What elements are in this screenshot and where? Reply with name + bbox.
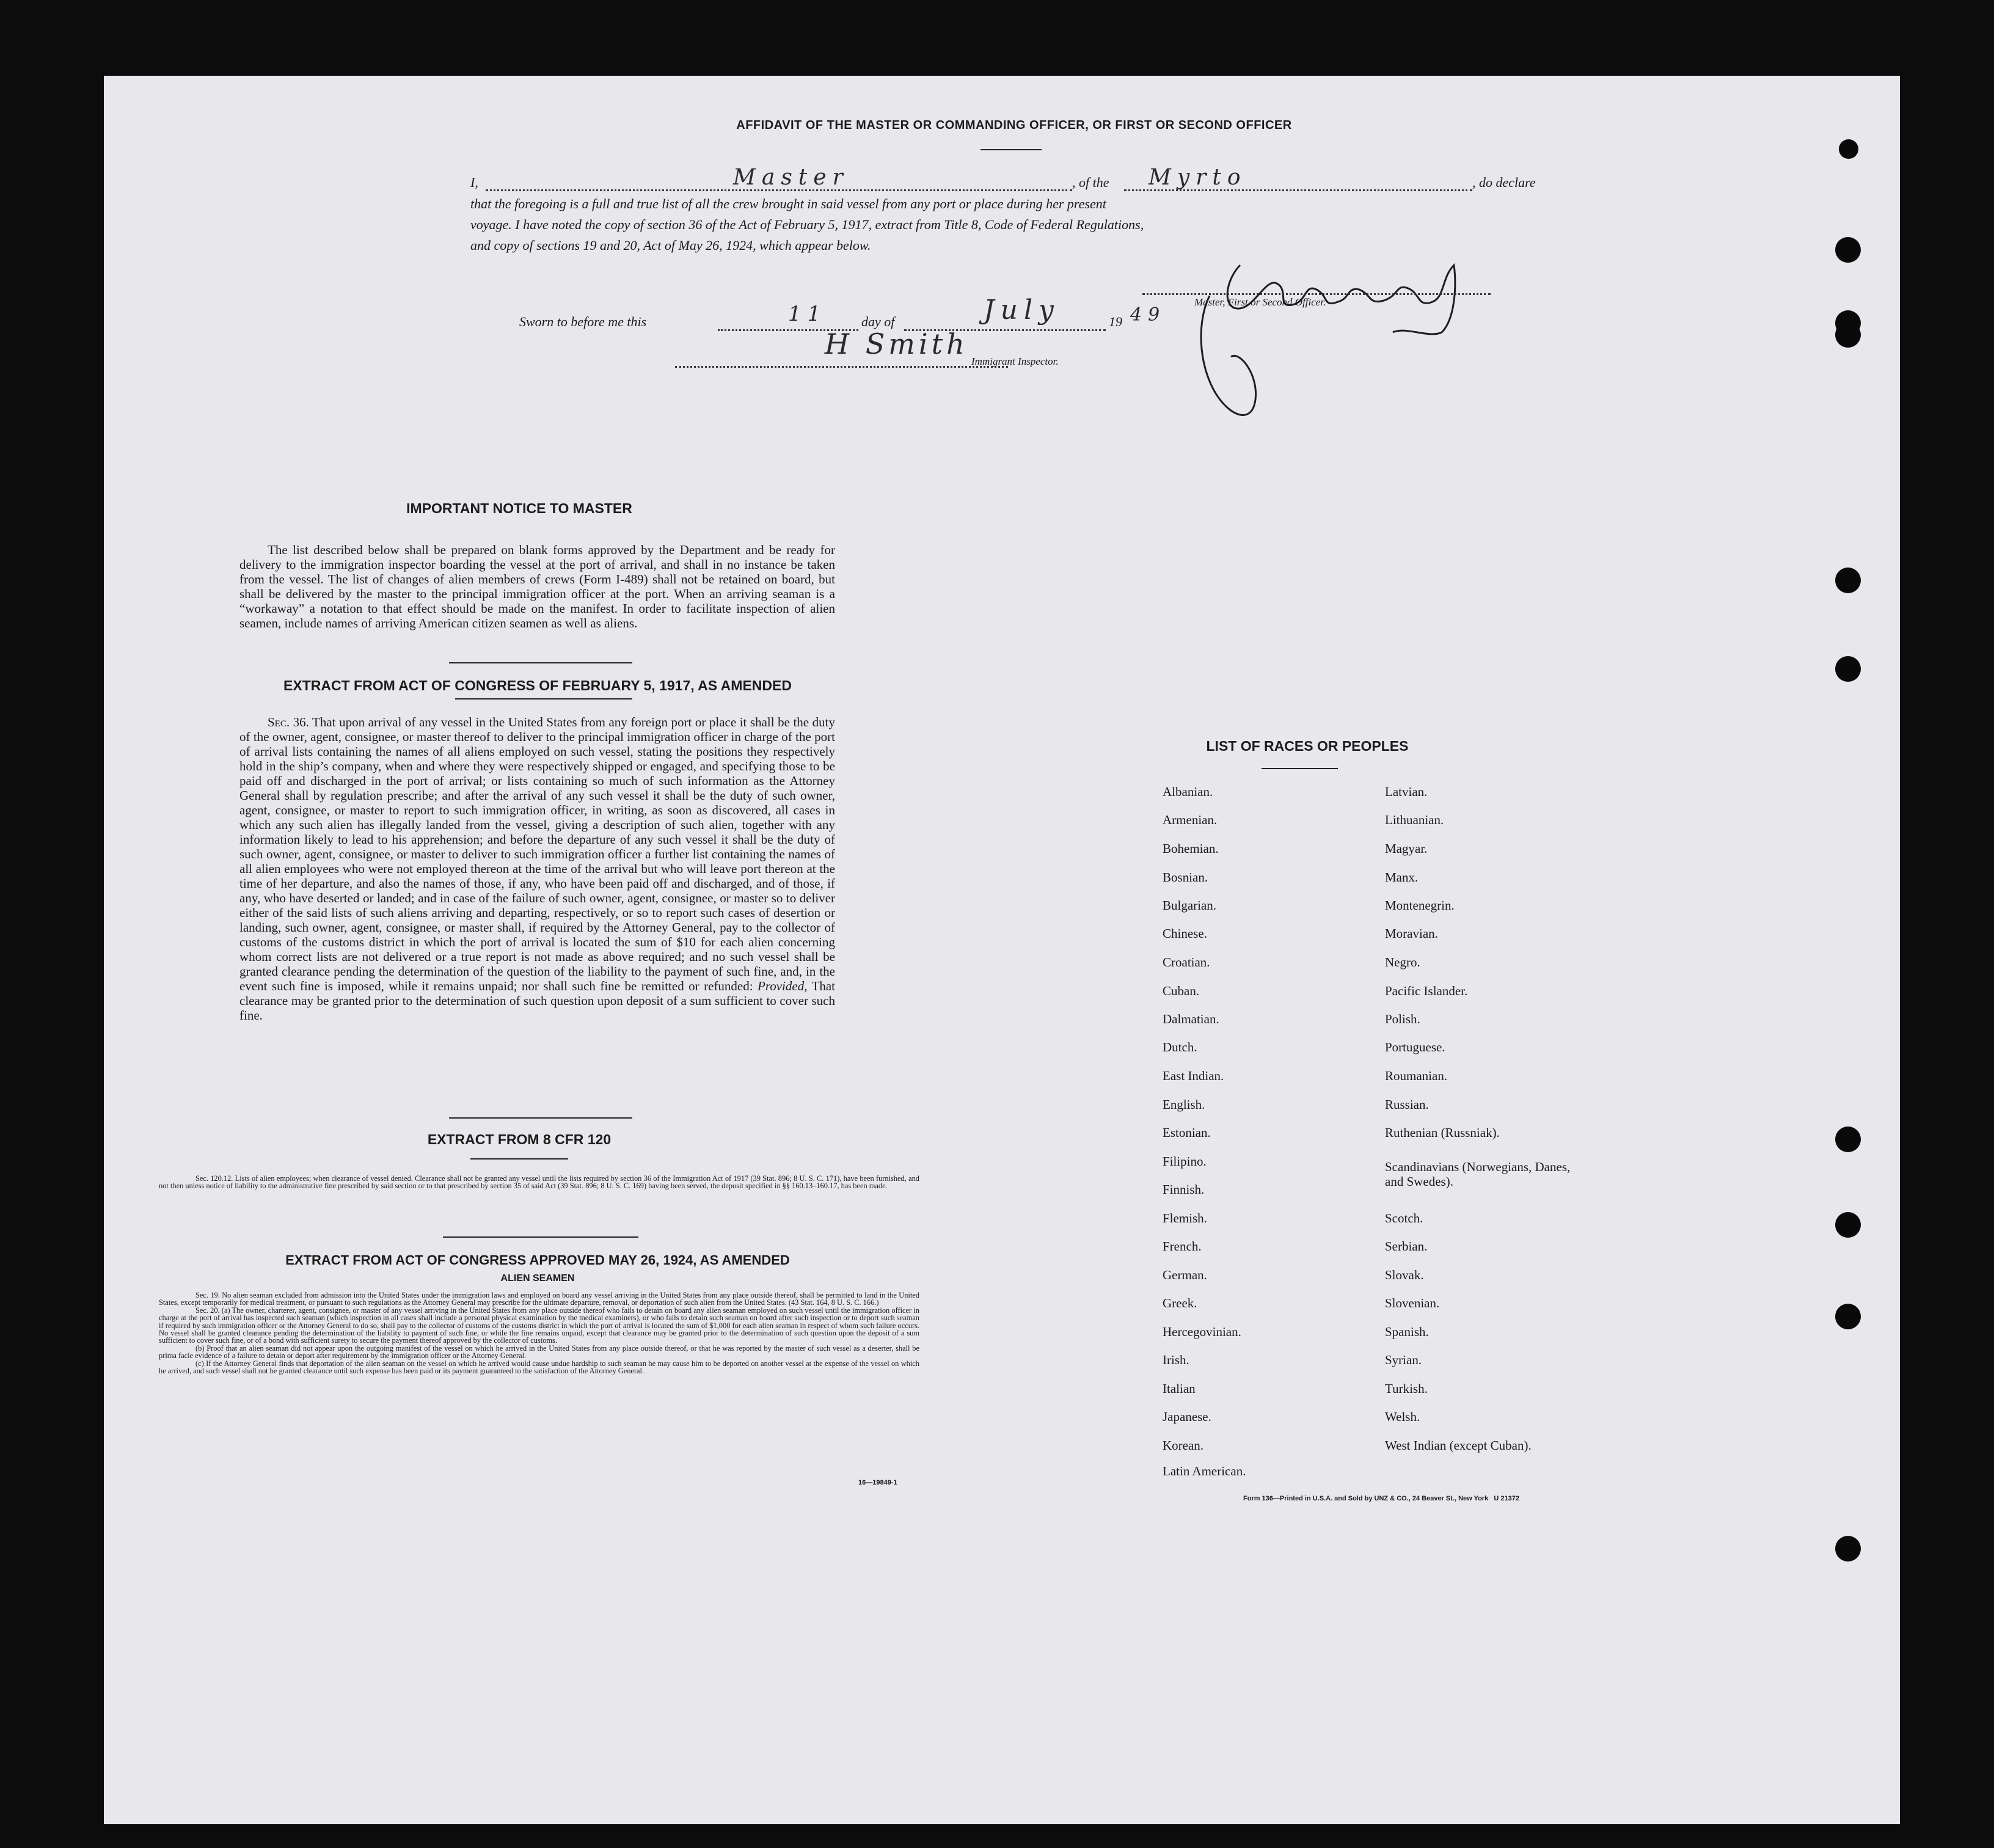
inspector-signature-line bbox=[675, 366, 1008, 368]
race-item: West Indian (except Cuban). bbox=[1385, 1438, 1532, 1453]
extract-cfr-body: Sec. 120.12. Lists of alien employees; when clearance of vessel denied. Clearance shall not be granted any vessel until the lists required by section 36 of the Immigration Act of 1917 (39 Stat. 896; 8 U. S. C. 171), have been furnished, and not then unless notice of liability to the administrative fine prescribed by said section or to that prescribed by section 35 of said Act (39 Stat. 896; 8 U. S. C. 169) having been served, the deposit specified in §§ 160.13–160.17, has been made. bbox=[159, 1174, 919, 1191]
race-item: Irish. bbox=[1163, 1353, 1189, 1367]
race-item: Japanese. bbox=[1163, 1409, 1211, 1424]
race-item: Slovenian. bbox=[1385, 1296, 1440, 1310]
race-item: Magyar. bbox=[1385, 841, 1428, 856]
race-item: Ruthenian (Russniak). bbox=[1385, 1125, 1500, 1140]
race-item: Estonian. bbox=[1163, 1125, 1211, 1140]
sec-19-text: Sec. 19. No alien seaman excluded from admission into the United States under the immigration laws and employed on board any vessel arriving in the United States from any place outside thereof, shall be permitted to land in the United States, except temporarily for medical treatment, or pursuant to such regulations as the Attorney General may prescribe for the ultimate departure, removal, or deportation of such alien from the United States. (43 Stat. 164, 8 U. S. C. 166.) bbox=[159, 1291, 919, 1307]
form-footer: Form 136—Printed in U.S.A. and Sold by UNZ & CO., 24 Beaver St., New York U 21372 bbox=[1243, 1495, 1519, 1502]
affidavit-line-2: voyage. I have noted the copy of section 36 of the Act of February 5, 1917, extract from Title 8, Code of Federal Regulations, bbox=[470, 217, 1144, 232]
inspector-signature: H Smith bbox=[825, 327, 968, 360]
race-item: Moravian. bbox=[1385, 926, 1438, 941]
extract-1917-body bbox=[239, 715, 835, 1023]
affidavit-line-1: that the foregoing is a full and true list of all the crew brought in said vessel from any port or place during her present bbox=[470, 196, 1106, 211]
divider-3 bbox=[449, 1117, 632, 1119]
punch-hole bbox=[1835, 568, 1861, 593]
race-item: French. bbox=[1163, 1239, 1202, 1254]
race-item: Lithuanian. bbox=[1385, 813, 1444, 827]
race-item: Dalmatian. bbox=[1163, 1012, 1219, 1026]
punch-hole bbox=[1839, 139, 1858, 159]
sec-20b-text: (b) Proof that an alien seaman did not appear upon the outgoing manifest of the vessel on which he arrived in the United States from any place outside thereof, or that he was reported by the master of such vessel as a deserter, shall be prima facie evidence of a failure to detain or deport after requirement by the immigration officer or the Attorney General. bbox=[159, 1343, 919, 1360]
day-handwritten: 11 bbox=[788, 302, 827, 326]
title-underline bbox=[981, 149, 1042, 150]
divider-4 bbox=[470, 1158, 568, 1160]
divider-5 bbox=[443, 1236, 638, 1238]
race-item: East Indian. bbox=[1163, 1068, 1224, 1083]
race-item: Bulgarian. bbox=[1163, 898, 1217, 913]
notice-body: The list described below shall be prepared on blank forms approved by the Department and be ready for delivery to the immigration inspector boarding the vessel at the port of arrival, and shall in no instance be taken from the vessel. The list of changes of alien members of crews (Form I-489) shall not be retained on board, but shall be delivered by the master to the principal immigration officer at the port. When an arriving seaman is a “workaway” a notation to that effect should be made on the manifest. In order to facilitate inspection of alien seamen, include names of arriving American citizen seamen as well as aliens. bbox=[239, 542, 835, 630]
sec-36-text: That upon arrival of any vessel in the United States from any foreign port or place it shall be the duty of the owner, agent, consignee, or master thereof to deliver to the principal immigration officer in charge of the port of arrival lists containing the names of all aliens employed on such vessel, stating the positions they respectively hold in the ship’s company, when and where they were respectively shipped or engaged, and specifying those to be paid off and discharged in the port of arrival; or lists containing so much of such information as the Attorney General shall by regulation prescribe; and after the arrival of any such vessel it shall be the duty of such owner, agent, consignee, or master to report to such immigration officer, in writing, as soon as discovered, all cases in which any such alien has illegally landed from the vessel, giving a description of such alien, together with any information likely to lead to his apprehension; and before the departure of any such vessel it shall be the duty of such owner, agent, consignee, or master to deliver to such immigration officer a further list containing the names of all alien employees who were not employed thereon at the time of the arrival but who will leave port thereon at the time of her departure, and also the names of those, if any, who have been paid off and discharged, and of those, if any, who have deserted or landed; and in case of the failure of such owner, agent, consignee, or master so to deliver either of the said lists of such aliens arriving and departing, respectively, or so to report such cases of desertion or landing, such owner, agent, consignee, or master shall, if required by the Attorney General, pay to the collector of customs of the customs district in which the port of arrival is located the sum of $10 for each alien concerning whom correct lists are not delivered or a true report is not made as above required; and no such vessel shall be granted clearance pending the determination of the question of the liability to the payment of such fine, and, in the event such fine is imposed, while it remains unpaid; nor shall such fine be remitted or refunded: bbox=[239, 715, 835, 993]
extract-1924-body bbox=[159, 1291, 919, 1375]
punch-hole bbox=[1835, 237, 1861, 263]
sec-20c-text: (c) If the Attorney General finds that deportation of the alien seaman on the vessel on which he arrived would cause undue hardship to such seaman he may cause him to be deported on another vessel at the expense of the vessel on which he arrived, and such vessel shall not be granted clearance until such expense has been paid or its payment guaranteed to the satisfaction of the Attorney General. bbox=[159, 1359, 919, 1376]
race-item: Montenegrin. bbox=[1385, 898, 1455, 913]
document-page bbox=[104, 76, 1900, 1824]
race-item: Syrian. bbox=[1385, 1353, 1422, 1367]
affidavit-line-3: and copy of sections 19 and 20, Act of May 26, 1924, which appear below. bbox=[470, 238, 871, 253]
month-handwritten: July bbox=[984, 294, 1060, 326]
race-item: Scotch. bbox=[1385, 1211, 1423, 1225]
master-signature bbox=[1185, 241, 1539, 485]
sworn-label: Sworn to before me this bbox=[519, 314, 647, 329]
extract-1924-subtitle: ALIEN SEAMEN bbox=[500, 1273, 575, 1284]
race-item: Slovak. bbox=[1385, 1268, 1424, 1282]
race-item: English. bbox=[1163, 1097, 1205, 1112]
punch-hole bbox=[1835, 656, 1861, 682]
race-item: Scandinavians (Norwegians, Danes, and Swedes). bbox=[1385, 1160, 1571, 1189]
divider-2 bbox=[455, 698, 632, 699]
day-of-label: day of bbox=[861, 314, 895, 329]
provided-label: Provided, bbox=[758, 979, 808, 993]
race-item: Greek. bbox=[1163, 1296, 1197, 1310]
race-item: Bohemian. bbox=[1163, 841, 1219, 856]
race-item: Pacific Islander. bbox=[1385, 984, 1468, 998]
affidavit-title: AFFIDAVIT OF THE MASTER OR COMMANDING OFFICER, OR FIRST OR SECOND OFFICER bbox=[736, 119, 1292, 132]
race-item: Croatian. bbox=[1163, 955, 1210, 970]
punch-hole bbox=[1835, 1536, 1861, 1561]
extract-cfr-title: EXTRACT FROM 8 CFR 120 bbox=[427, 1131, 612, 1147]
race-item: Negro. bbox=[1385, 955, 1420, 970]
race-item: Welsh. bbox=[1385, 1409, 1420, 1424]
races-title: LIST OF RACES OR PEOPLES bbox=[1206, 738, 1409, 754]
year-handwritten: 49 bbox=[1130, 304, 1166, 326]
race-item: Italian bbox=[1163, 1381, 1196, 1396]
year-printed: 19 bbox=[1109, 314, 1122, 329]
race-item: Cuban. bbox=[1163, 984, 1200, 998]
race-item: Albanian. bbox=[1163, 784, 1213, 799]
race-item: Bosnian. bbox=[1163, 870, 1208, 885]
race-item: Turkish. bbox=[1385, 1381, 1428, 1396]
affidavit-i-label: I, bbox=[470, 175, 478, 190]
master-signature-line bbox=[1142, 293, 1491, 295]
race-item: German. bbox=[1163, 1268, 1207, 1282]
punch-hole bbox=[1835, 1212, 1861, 1238]
punch-hole bbox=[1835, 322, 1861, 348]
race-item: Spanish. bbox=[1385, 1324, 1429, 1339]
race-item: Korean. bbox=[1163, 1438, 1204, 1453]
race-item: Chinese. bbox=[1163, 926, 1207, 941]
race-item: Latvian. bbox=[1385, 784, 1428, 799]
race-item: Manx. bbox=[1385, 870, 1419, 885]
race-item: Latin American. bbox=[1163, 1464, 1246, 1478]
master-caption: Master, First or Second Officer. bbox=[1194, 296, 1326, 308]
race-item: Armenian. bbox=[1163, 813, 1218, 827]
race-item: Serbian. bbox=[1385, 1239, 1428, 1254]
race-item: Filipino. bbox=[1163, 1154, 1207, 1169]
name-handwritten: Master bbox=[733, 165, 849, 190]
do-declare-label: , do declare bbox=[1472, 175, 1536, 190]
race-item: Dutch. bbox=[1163, 1040, 1197, 1054]
race-item: Hercegovinian. bbox=[1163, 1324, 1241, 1339]
inspector-caption: Immigrant Inspector. bbox=[971, 356, 1059, 367]
race-item: Roumanian. bbox=[1385, 1068, 1448, 1083]
races-title-underline bbox=[1262, 768, 1338, 769]
extract-1924-title: EXTRACT FROM ACT OF CONGRESS APPROVED MAY 26, 1924, AS AMENDED bbox=[285, 1252, 790, 1268]
race-item: Polish. bbox=[1385, 1012, 1420, 1026]
race-item: Flemish. bbox=[1163, 1211, 1207, 1225]
punch-hole bbox=[1835, 1304, 1861, 1329]
provided-text: That clearance may be granted prior to the determination of such question upon deposit of a sum sufficient to cover such fine. bbox=[239, 979, 836, 1023]
of-the-label: , of the bbox=[1072, 175, 1109, 190]
sec-36-label: Sec. 36. bbox=[268, 715, 309, 729]
notice-title: IMPORTANT NOTICE TO MASTER bbox=[406, 500, 632, 516]
vessel-handwritten: Myrto bbox=[1149, 165, 1247, 190]
race-item: Finnish. bbox=[1163, 1182, 1205, 1197]
race-item: Russian. bbox=[1385, 1097, 1429, 1112]
form-code-left: 16—19849-1 bbox=[858, 1479, 897, 1486]
punch-hole bbox=[1835, 1127, 1861, 1152]
divider-1 bbox=[449, 662, 632, 663]
race-item: Portuguese. bbox=[1385, 1040, 1445, 1054]
sec-20a-text: Sec. 20. (a) The owner, charterer, agent, consignee, or master of any vessel arriving in the United States from any place outside thereof who fails to detain on board any alien seaman employed on such vessel until the immigration officer in charge at the port of arrival has inspected such seaman (which inspection in all cases shall include a personal physical examination by the medical examiners), or who fails to detain such seaman on board after such inspection or to deport such seaman if required by such immigration officer or the Attorney General to do so, shall pay to the collector of customs of the customs district in which the port of arrival is located the sum of $1,000 for each alien seaman in respect of whom such failure occurs. No vessel shall be granted clearance pending the determination of the liability to payment of such fine, or while the fine remains unpaid, except that clearance may be granted prior to the determination of such question upon the deposit of a sum sufficient to cover such fine, or of a bond with sufficient surety to secure the payment thereof approved by the collector of customs. bbox=[159, 1306, 919, 1345]
extract-1917-title: EXTRACT FROM ACT OF CONGRESS OF FEBRUARY 5, 1917, AS AMENDED bbox=[283, 677, 792, 693]
